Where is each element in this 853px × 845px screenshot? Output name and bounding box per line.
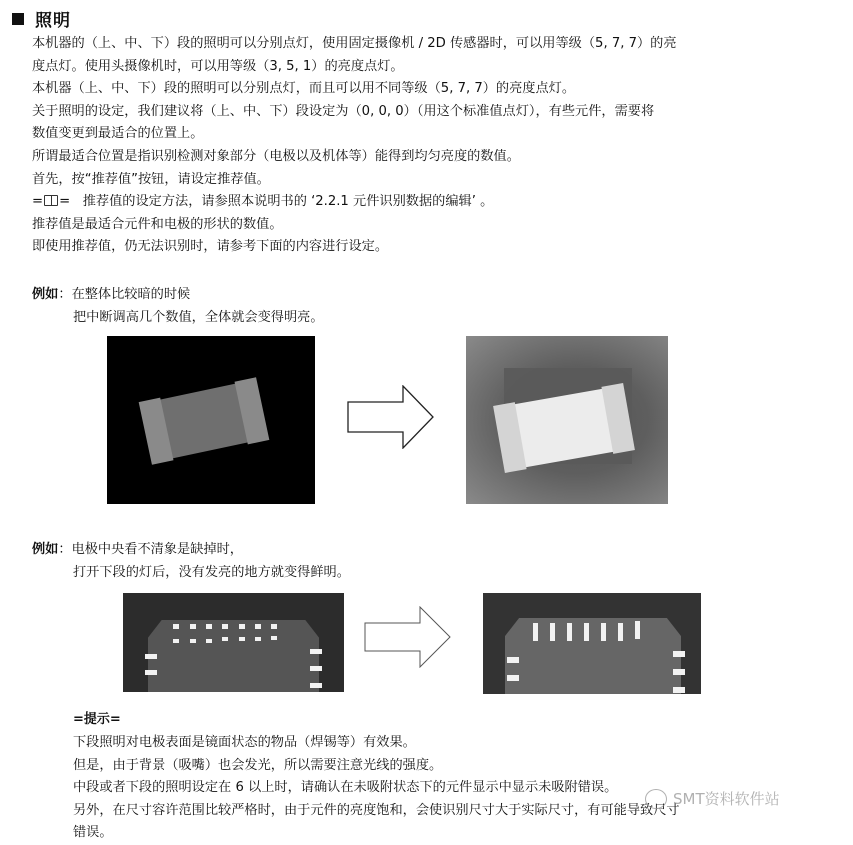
text-line: 首先，按“推荐值”按钮，请设定推荐值。 [32, 171, 270, 187]
example2-title: 例如：电极中央看不清象是缺掉时， [32, 542, 243, 557]
watermark: SMT资料软件站 [645, 788, 780, 809]
dark-chip-component-image [107, 336, 315, 504]
tips-heading: =提示= [73, 712, 121, 727]
text-line: 本机器（上、中、下）段的照明可以分别点灯，而且可以用不同等级（5, 7, 7）的亮度点灯。 [32, 81, 576, 97]
book-icon [44, 195, 58, 206]
text-line: 推荐值是最适合元件和电极的形状的数值。 [32, 216, 283, 232]
text-line: 关于照明的设定，我们建议将（上、中、下）段设定为（0, 0, 0）（用这个标准值点灯），有些元件，需要将 [32, 103, 655, 119]
text-line: 所谓最适合位置是指识别检测对象部分（电极以及机体等）能得到均匀亮度的数值。 [32, 148, 520, 164]
tip-line: 错误。 [73, 825, 113, 840]
example1-description: 把中断调高几个数值，全体就会变得明亮。 [73, 310, 324, 325]
section-heading [12, 6, 71, 31]
ic-leads-dim-image [123, 593, 344, 692]
intro-paragraph [32, 33, 842, 259]
section-title: 照明 [35, 11, 71, 31]
text-line: 本机器的（上、中、下）段的照明可以分别点灯，使用固定摄像机 / 2D 传感器时，可以用等级（5, 7, 7）的亮 [32, 36, 677, 51]
tip-line: 另外，在尺寸容许范围比较严格时，由于元件的亮度饱和，会使识别尺寸大于实际尺寸，有可能导致尺寸 [73, 802, 680, 818]
black-square-icon [12, 13, 24, 25]
reference-line: = = 推荐值的设定方法，请参照本说明书的 ‘2.2.1 元件识别数据的编辑’ 。 [32, 194, 494, 210]
ic-leads-bright-image [483, 593, 701, 694]
example2-description: 打开下段的灯后，没有发亮的地方就变得鲜明。 [73, 565, 350, 580]
right-arrow-icon [364, 606, 452, 668]
tip-line: 中段或者下段的照明设定在 6 以上时，请确认在未吸附状态下的元件显示中显示未吸附错误。 [73, 780, 618, 795]
tip-line: 下段照明对电极表面是镜面状态的物品（焊锡等）有效果。 [73, 735, 416, 750]
bright-chip-component-image [466, 336, 668, 504]
text-line: 数值变更到最适合的位置上。 [32, 126, 204, 142]
text-line: 度点灯。使用头摄像机时，可以用等级（3, 5, 1）的亮度点灯。 [32, 58, 404, 74]
text-line: 即使用推荐值，仍无法识别时，请参考下面的内容进行设定。 [32, 239, 389, 255]
wechat-icon [645, 789, 667, 809]
right-arrow-icon [347, 385, 435, 449]
reference-text: 推荐值的设定方法，请参照本说明书的 ‘2.2.1 元件识别数据的编辑’ 。 [82, 194, 494, 210]
example1-title: 例如：在整体比较暗的时候 [32, 287, 191, 302]
tip-line: 但是，由于背景（吸嘴）也会发光，所以需要注意光线的强度。 [73, 757, 443, 773]
